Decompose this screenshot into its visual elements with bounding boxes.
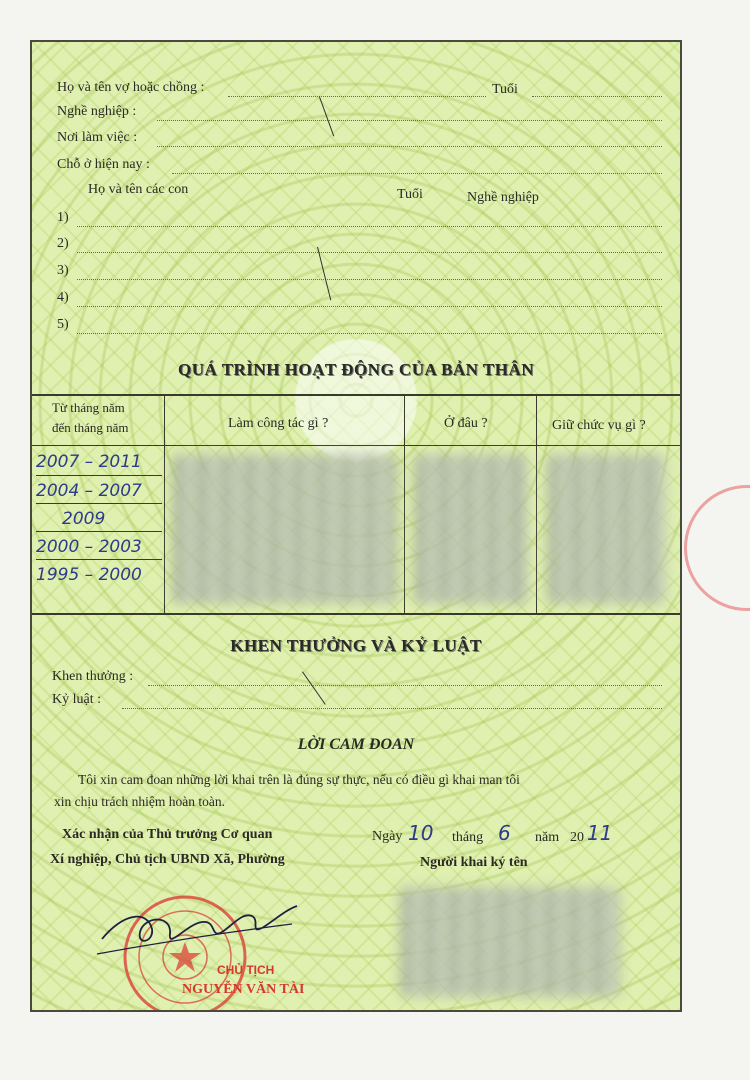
col-work-header: Làm công tác gì ? xyxy=(228,416,329,431)
date-month-label: tháng xyxy=(452,830,484,845)
table-bottom-rule xyxy=(32,613,680,615)
child-row-3: 3) xyxy=(57,263,69,278)
col-period-header-2: đến tháng năm xyxy=(52,420,129,435)
date-year-suffix: 11 xyxy=(587,821,613,845)
pledge-title: LỜI CAM ĐOAN xyxy=(297,736,415,753)
spouse-occupation-label: Nghề nghiệp : xyxy=(57,104,137,119)
child-field-1[interactable] xyxy=(77,226,662,227)
redacted-where-column xyxy=(414,454,529,604)
curriculum-vitae-page xyxy=(30,40,682,1012)
period-underline xyxy=(36,559,162,560)
col-position-header: Giữ chức vụ gì ? xyxy=(552,418,646,433)
spouse-occupation-field[interactable] xyxy=(157,120,662,121)
pledge-line-1: Tôi xin cam đoan những lời khai trên là đúng sự thực, nếu có điều gì khai man tôi xyxy=(78,772,520,787)
period-entry-5: 1995 – 2000 xyxy=(36,565,142,585)
table-col-divider xyxy=(536,395,537,613)
confirm-label-1: Xác nhận của Thủ trưởng Cơ quan xyxy=(62,827,273,842)
date-day-value: 10 xyxy=(408,821,434,845)
discipline-label: Kỷ luật : xyxy=(52,692,101,707)
date-day-label: Ngày xyxy=(372,829,403,844)
spouse-workplace-field[interactable] xyxy=(157,146,662,147)
spouse-name-label: Họ và tên vợ hoặc chồng : xyxy=(57,80,205,95)
period-entry-1: 2007 – 2011 xyxy=(36,452,142,472)
children-occupation-header: Nghề nghiệp xyxy=(467,190,539,205)
redacted-work-column xyxy=(172,454,397,604)
spouse-age-field[interactable] xyxy=(532,96,662,97)
period-underline xyxy=(36,503,162,504)
spouse-residence-label: Chỗ ở hiện nay : xyxy=(57,157,150,172)
pledge-line-2: xin chịu trách nhiệm hoàn toàn. xyxy=(54,794,225,809)
child-row-1: 1) xyxy=(57,210,69,225)
child-row-4: 4) xyxy=(57,290,69,305)
period-entry-4: 2000 – 2003 xyxy=(36,537,142,557)
date-year-prefix: 20 xyxy=(570,830,584,845)
table-col-divider xyxy=(164,395,165,613)
child-field-3[interactable] xyxy=(77,279,662,280)
date-month-value: 6 xyxy=(498,821,511,845)
child-field-2[interactable] xyxy=(77,252,662,253)
cancel-stroke xyxy=(319,97,334,137)
discipline-section-title: KHEN THƯỞNG VÀ KỶ LUẬT xyxy=(230,636,482,655)
table-header-rule xyxy=(32,445,680,446)
date-year-label: năm xyxy=(535,830,560,845)
period-entry-3: 2009 xyxy=(62,509,106,529)
margin-seal-stamp xyxy=(684,485,750,611)
chairman-signature xyxy=(92,894,302,964)
child-field-5[interactable] xyxy=(77,333,662,334)
redacted-declarant-signature xyxy=(400,887,620,997)
spouse-name-field[interactable] xyxy=(228,96,486,97)
col-where-header: Ở đâu ? xyxy=(444,416,488,431)
child-row-5: 5) xyxy=(57,317,69,332)
discipline-field[interactable] xyxy=(122,708,662,709)
period-underline xyxy=(36,475,162,476)
activity-section-title: QUÁ TRÌNH HOẠT ĐỘNG CỦA BẢN THÂN xyxy=(177,360,535,379)
chair-name: NGUYỄN VĂN TÀI xyxy=(182,982,305,997)
children-name-header: Họ và tên các con xyxy=(88,182,189,197)
chair-title: CHỦ TỊCH xyxy=(217,963,275,977)
spouse-workplace-label: Nơi làm việc : xyxy=(57,130,138,145)
col-period-header-1: Từ tháng năm xyxy=(52,400,125,415)
period-underline xyxy=(36,531,162,532)
reward-label: Khen thưởng : xyxy=(52,669,134,684)
cancel-stroke xyxy=(302,671,326,704)
child-row-2: 2) xyxy=(57,236,69,251)
confirm-label-2: Xí nghiệp, Chủ tịch UBND Xã, Phường xyxy=(50,852,285,867)
table-top-rule xyxy=(32,394,680,396)
reward-field[interactable] xyxy=(148,685,662,686)
spouse-age-label: Tuổi xyxy=(492,82,518,97)
spouse-residence-field[interactable] xyxy=(172,173,662,174)
children-age-header: Tuổi xyxy=(397,187,423,202)
period-entry-2: 2004 – 2007 xyxy=(36,481,142,501)
redacted-position-column xyxy=(547,454,667,604)
child-field-4[interactable] xyxy=(77,306,662,307)
cancel-stroke xyxy=(317,247,331,301)
table-col-divider xyxy=(404,395,405,613)
declarant-label: Người khai ký tên xyxy=(420,855,528,870)
